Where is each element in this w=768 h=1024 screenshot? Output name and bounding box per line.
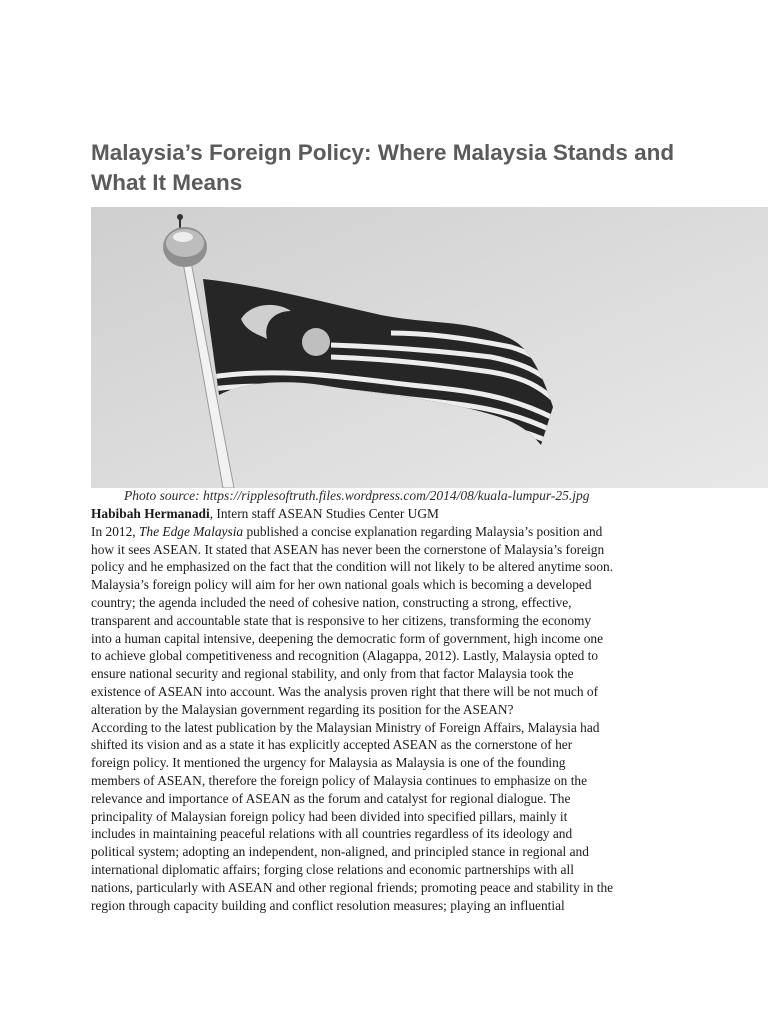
malaysian-flag-photo-icon	[91, 207, 768, 488]
paragraph-line: foreign policy. It mentioned the urgency for Malaysia as Malaysia is one of the founding	[91, 755, 566, 771]
paragraph-line: policy and he emphasized on the fact that the condition will not likely to be altered anytime soon.	[91, 559, 614, 575]
p1-lead: In 2012,	[91, 523, 139, 539]
article-title: Malaysia’s Foreign Policy: Where Malaysia Stands and What It Means	[91, 140, 675, 195]
paragraph-line: transparent and accountable state that is responsive to her citizens, transforming the economy	[91, 612, 592, 628]
paragraph-line: shifted its vision and as a state it has explicitly accepted ASEAN as the cornerstone of her	[91, 737, 573, 753]
paragraph-line: existence of ASEAN into account. Was the analysis proven right that there will be not much of	[91, 683, 599, 699]
photo-caption: Photo source: https://ripplesoftruth.files.wordpress.com/2014/08/kuala-lumpur-25.jpg	[124, 488, 590, 503]
paragraph-line: country; the agenda included the need of cohesive nation, constructing a strong, effective,	[91, 594, 572, 610]
paragraph-line: members of ASEAN, therefore the foreign policy of Malaysia continues to emphasize on the	[91, 772, 588, 788]
paragraph-line: international diplomatic affairs; forging close relations and economic partnerships with all	[91, 861, 574, 877]
paragraph-line: includes in maintaining peaceful relations with all countries regardless of its ideology and	[91, 826, 573, 842]
paragraph-line: to achieve global competitiveness and recognition (Alagappa, 2012). Lastly, Malaysia opted to	[91, 648, 599, 664]
paragraph-line: alteration by the Malaysian government regarding its position for the ASEAN?	[91, 701, 514, 717]
paragraph-line: political system; adopting an independent, non-aligned, and principled stance in regional and	[91, 844, 589, 860]
paragraph-line: how it sees ASEAN. It stated that ASEAN has never been the cornerstone of Malaysia’s foreign	[91, 541, 605, 557]
author-name: Habibah Hermanadi	[91, 506, 210, 521]
author-line	[91, 505, 691, 523]
paragraph-line: Malaysia’s foreign policy will aim for her own national goals which is becoming a developed	[91, 577, 592, 593]
author-role: , Intern staff ASEAN Studies Center UGM	[209, 506, 439, 521]
paragraph-line: relevance and importance of ASEAN as the forum and catalyst for regional dialogue. The	[91, 790, 571, 806]
paragraph-line: principality of Malaysian foreign policy had been divided into specified pillars, mainly it	[91, 808, 568, 824]
paragraph-line: According to the latest publication by the Malaysian Ministry of Foreign Affairs, Malaysia had	[91, 719, 600, 735]
flag-photo	[91, 207, 768, 488]
paragraph-line: into a human capital intensive, deepening the democratic form of government, high income one	[91, 630, 604, 646]
paragraph-line: ensure national security and regional stability, and only from that factor Malaysia took the	[91, 666, 574, 682]
p1-lead-rest: published a concise explanation regarding Malaysia’s position and	[243, 523, 603, 539]
paragraph-line: region through capacity building and conflict resolution measures; playing an influential	[91, 897, 565, 913]
publication-name: The Edge Malaysia	[138, 523, 244, 539]
article-body	[91, 505, 691, 914]
paragraph-line: nations, particularly with ASEAN and other regional friends; promoting peace and stability in the	[91, 879, 614, 895]
paragraph-1-first-line	[91, 523, 691, 541]
